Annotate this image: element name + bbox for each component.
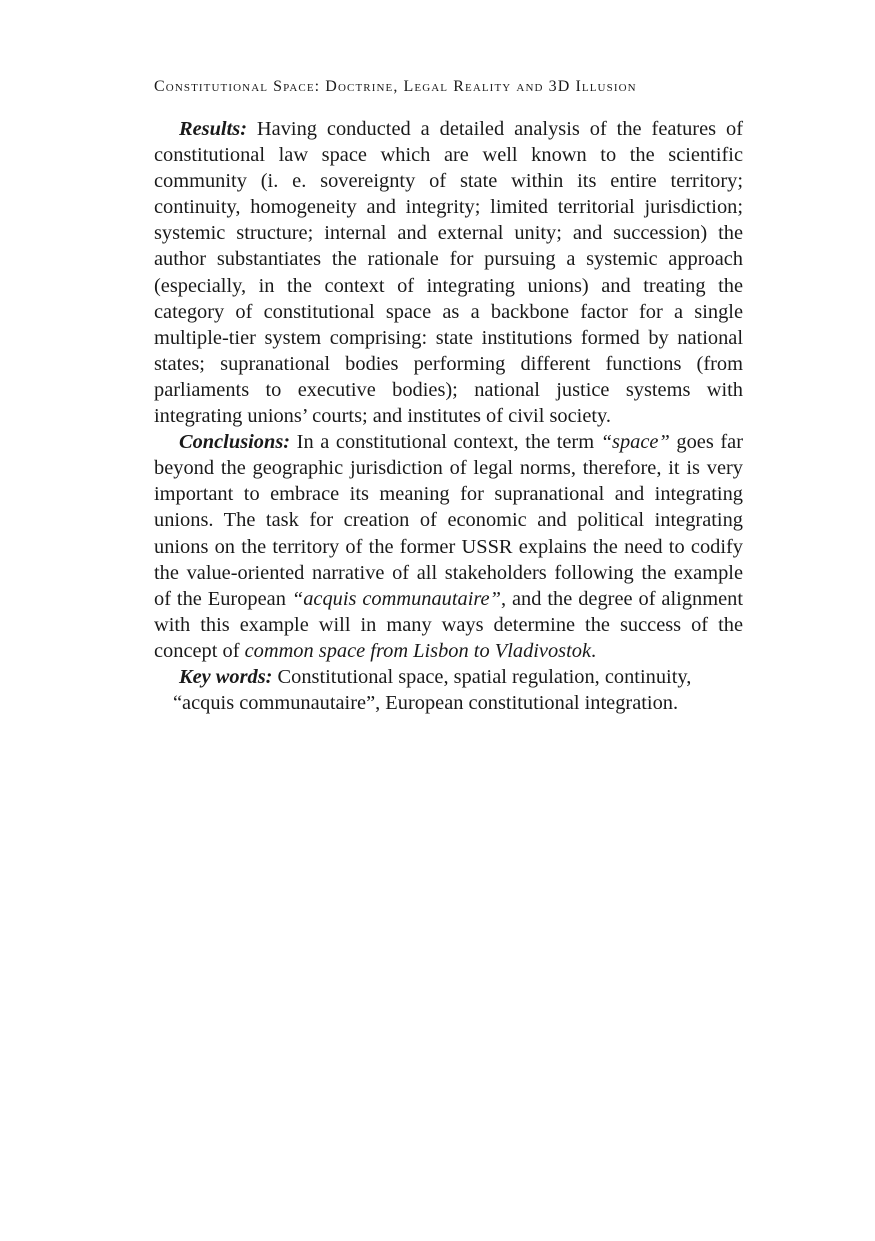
key-words-text-tail: “acquis communautaire”, European constitutional integration. [173,692,679,715]
key-words-label: Key words: [179,665,273,688]
term-acquis-communautaire: “acquis communautaire” [291,587,501,610]
term-space: “space” [600,431,670,454]
abstract-body [154,116,743,716]
running-header: Constitutional Space: Doctrine, Legal Reality and 3D Illusion [154,78,637,95]
key-words-text: Constitutional space, spatial regulation, continuity, [272,665,692,688]
results-label: Results: [179,118,247,140]
key-words-paragraph [154,664,749,716]
conclusions-text-2: goes far beyond the geographic jurisdiction of legal norms, therefore, it is very important to embrace its meaning for supranational and integrating unions. The task for creation of economic and political integrating unions on the territory of the former USSR explains the need to codify the value-oriented narrative of all stakeholders following the example of the European [154,431,743,610]
conclusions-paragraph [154,429,743,664]
conclusions-text-1: In a constitutional context, the term [290,431,601,454]
conclusions-text-4: . [591,639,597,662]
results-paragraph [154,116,743,429]
conclusions-text-3: , and the degree of alignment with this example will in many ways determine the success of the concept of [154,587,743,662]
results-text: Having conducted a detailed analysis of the features of constitutional law space which are well known to the scientific community (i. e. sovereignty of state within its entire territory; continuity, homogeneity and integrity; limited territorial jurisdiction; systemic structure; internal and external unity; and succession) the author substantiates the rationale for pursuing a systemic approach (especially, in the context of integrating unions) and treating the category of constitutional space as a backbone factor for a single multiple-tier system comprising: state institutions formed by national states; supranational bodies performing different functions (from parliaments to executive bodies); national justice systems with integrating unions’ courts; and institutes of civil society. [154,118,743,428]
conclusions-label: Conclusions: [179,431,291,454]
term-common-space: common space from Lisbon to Vladivostok [244,639,592,662]
